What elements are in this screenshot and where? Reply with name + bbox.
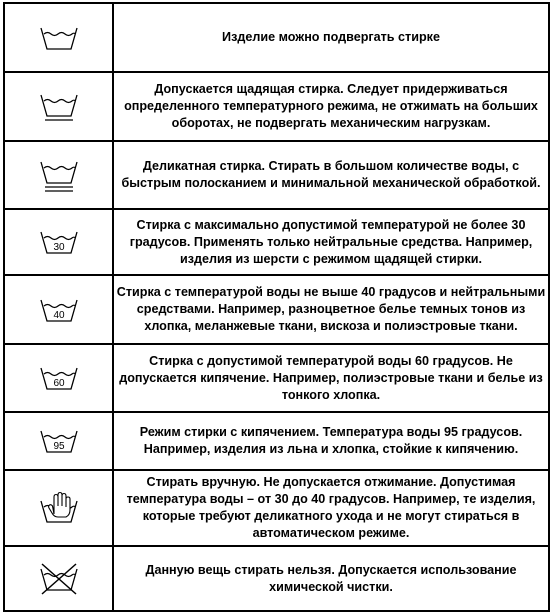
- description: Режим стирки с кипячением. Температура воды 95 градусов. Например, изделия из льна и хлопка, стойкие к кипячению.: [113, 412, 549, 470]
- hand-wash-icon: [37, 491, 81, 525]
- wash-tub-40-icon: [37, 296, 81, 324]
- table-row: [4, 470, 549, 546]
- symbol-cell: [4, 72, 113, 141]
- description: Стирка с максимально допустимой температурой не более 30 градусов. Применять только нейтральные средства. Например, изделия из шерсти с режимом щадящей стирки.: [113, 209, 549, 275]
- table-row: [4, 141, 549, 209]
- symbol-cell: [4, 344, 113, 412]
- temperature-label: 60: [52, 378, 65, 389]
- temperature-label: 95: [52, 441, 65, 452]
- description: Изделие можно подвергать стирке: [113, 3, 549, 72]
- description: Деликатная стирка. Стирать в большом количестве воды, с быстрым полосканием и минимальной механической обработкой.: [113, 141, 549, 209]
- wash-tub-gentle-icon: [37, 91, 81, 123]
- table-row: [4, 412, 549, 470]
- table-row: [4, 546, 549, 611]
- symbol-cell: [4, 470, 113, 546]
- description: Стирка с допустимой температурой воды 60 градусов. Не допускается кипячение. Например, полиэстровые ткани и белье из тонкого хлопка.: [113, 344, 549, 412]
- symbol-cell: [4, 275, 113, 344]
- symbol-cell: [4, 546, 113, 611]
- table-row: [4, 344, 549, 412]
- table-row: [4, 209, 549, 275]
- description: Данную вещь стирать нельзя. Допускается использование химической чистки.: [113, 546, 549, 611]
- description: Стирка с температурой воды не выше 40 градусов и нейтральными средствами. Например, разноцветное белье темных тонов из хлопка, меланжевые ткани, вискоза и полиэстровые ткани.: [113, 275, 549, 344]
- symbol-cell: [4, 3, 113, 72]
- symbol-cell: [4, 412, 113, 470]
- do-not-wash-icon: [37, 562, 81, 596]
- description: Стирать вручную. Не допускается отжимание. Допустимая температура воды – от 30 до 40 градусов. Например, те изделия, которые требуют деликатного ухода и не могут стираться в автоматическом режиме.: [113, 470, 549, 546]
- wash-tub-60-icon: [37, 364, 81, 392]
- table-row: [4, 72, 549, 141]
- temperature-label: 30: [52, 242, 65, 253]
- wash-tub-95-icon: [37, 427, 81, 455]
- table-row: [4, 3, 549, 72]
- laundry-care-table: [3, 2, 550, 612]
- description: Допускается щадящая стирка. Следует придерживаться определенного температурного режима, не отжимать на больших оборотах, не подвергать механическим нагрузкам.: [113, 72, 549, 141]
- symbol-cell: [4, 209, 113, 275]
- symbol-cell: [4, 141, 113, 209]
- temperature-label: 40: [52, 309, 65, 321]
- wash-tub-icon: [37, 24, 81, 52]
- table-row: [4, 275, 549, 344]
- wash-tub-delicate-icon: [37, 158, 81, 193]
- wash-tub-30-icon: [37, 228, 81, 256]
